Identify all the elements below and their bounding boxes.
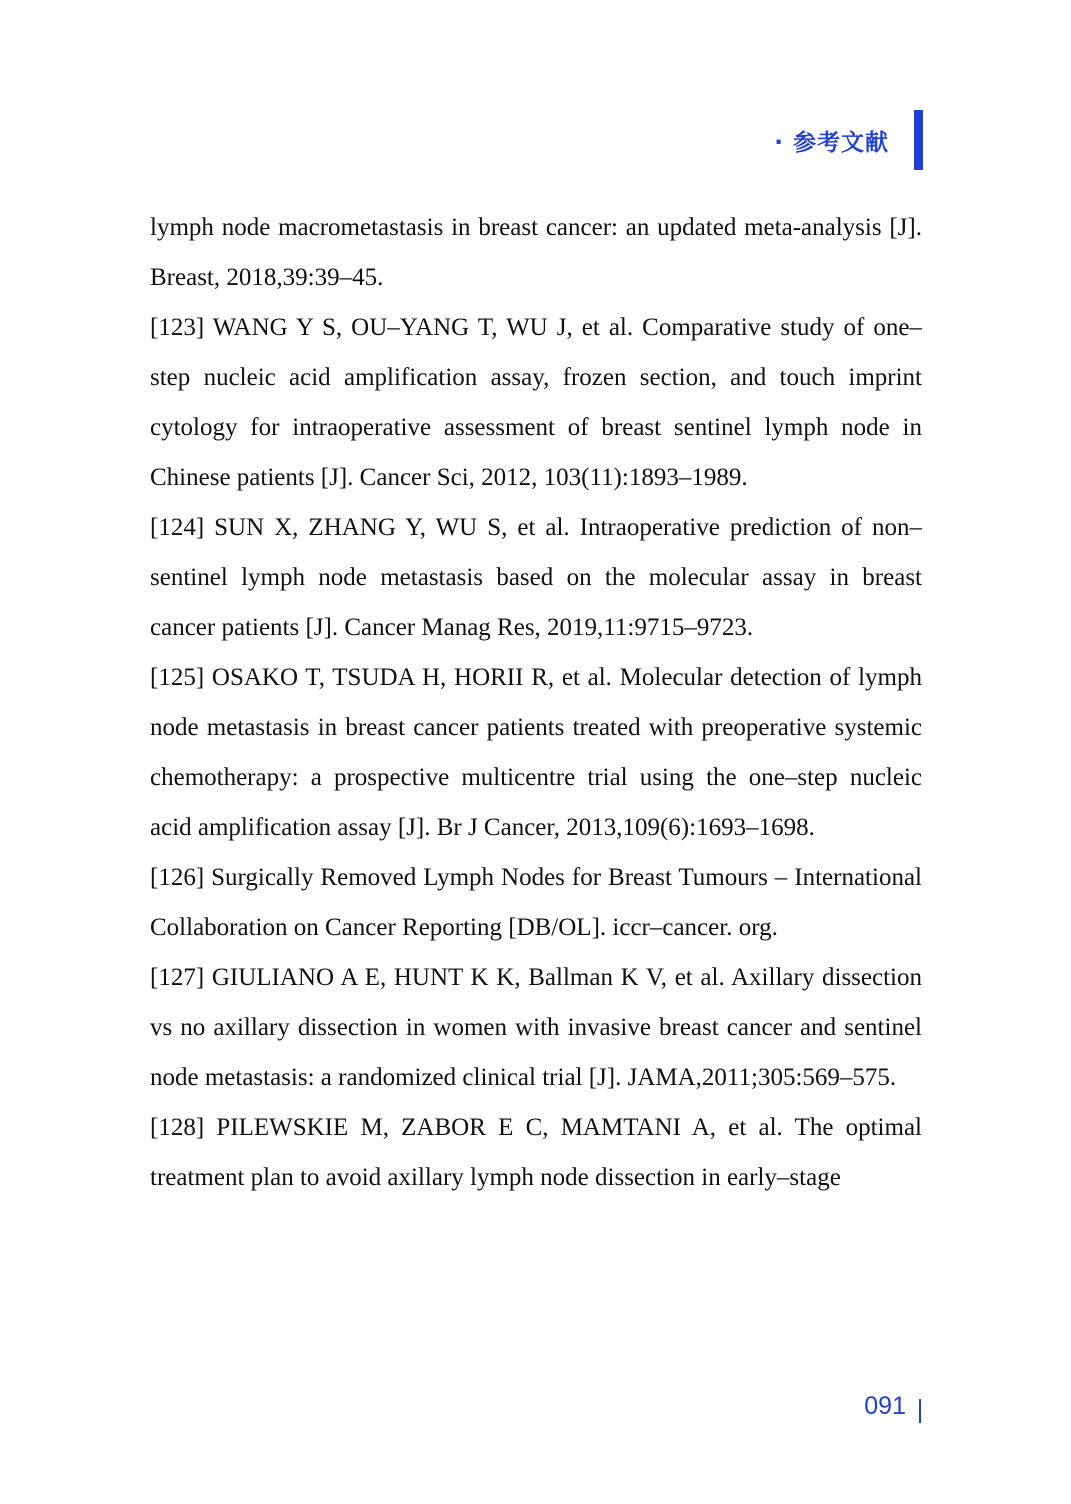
reference-entry: [125] OSAKO T, TSUDA H, HORII R, et al. Molecular detection of lymph node metastasis in breast cancer patients treated with preoperative systemic chemotherapy: a prospective multicentre trial using the one–step nucleic acid amplification assay [J]. Br J Cancer, 2013,109(6):1693–1698. [150, 664, 922, 841]
reference-entry: [128] PILEWSKIE M, ZABOR E C, MAMTANI A, et al. The optimal treatment plan to avoid axillary lymph node dissection in early–stage [150, 1114, 922, 1191]
running-header [774, 110, 901, 170]
page-number-divider [919, 1399, 921, 1423]
reference-entry: [123] WANG Y S, OU–YANG T, WU J, et al. Comparative study of one–step nucleic acid amplification assay, frozen section, and touch imprint cytology for intraoperative assessment of breast sentinel lymph node in Chinese patients [J]. Cancer Sci, 2012, 103(11):1893–1989. [150, 314, 922, 491]
reference-list [150, 203, 922, 1203]
page-number: 091 [864, 1392, 906, 1420]
reference-entry: [127] GIULIANO A E, HUNT K K, Ballman K V, et al. Axillary dissection vs no axillary dissection in women with invasive breast cancer and sentinel node metastasis: a randomized clinical trial [J]. JAMA,2011;305:569–575. [150, 964, 922, 1091]
section-title: · 参考文献 [774, 129, 889, 156]
header-accent-bar [914, 110, 923, 170]
reference-entry: lymph node macrometastasis in breast cancer: an updated meta-analysis [J]. Breast, 2018,39:39–45. [150, 214, 922, 291]
reference-entry: [126] Surgically Removed Lymph Nodes for Breast Tumours – International Collaboration on Cancer Reporting [DB/OL]. iccr–cancer. org. [150, 864, 922, 941]
reference-entry: [124] SUN X, ZHANG Y, WU S, et al. Intraoperative prediction of non– sentinel lymph node metastasis based on the molecular assay in breast cancer patients [J]. Cancer Manag Res, 2019,11:9715–9723. [150, 514, 922, 641]
